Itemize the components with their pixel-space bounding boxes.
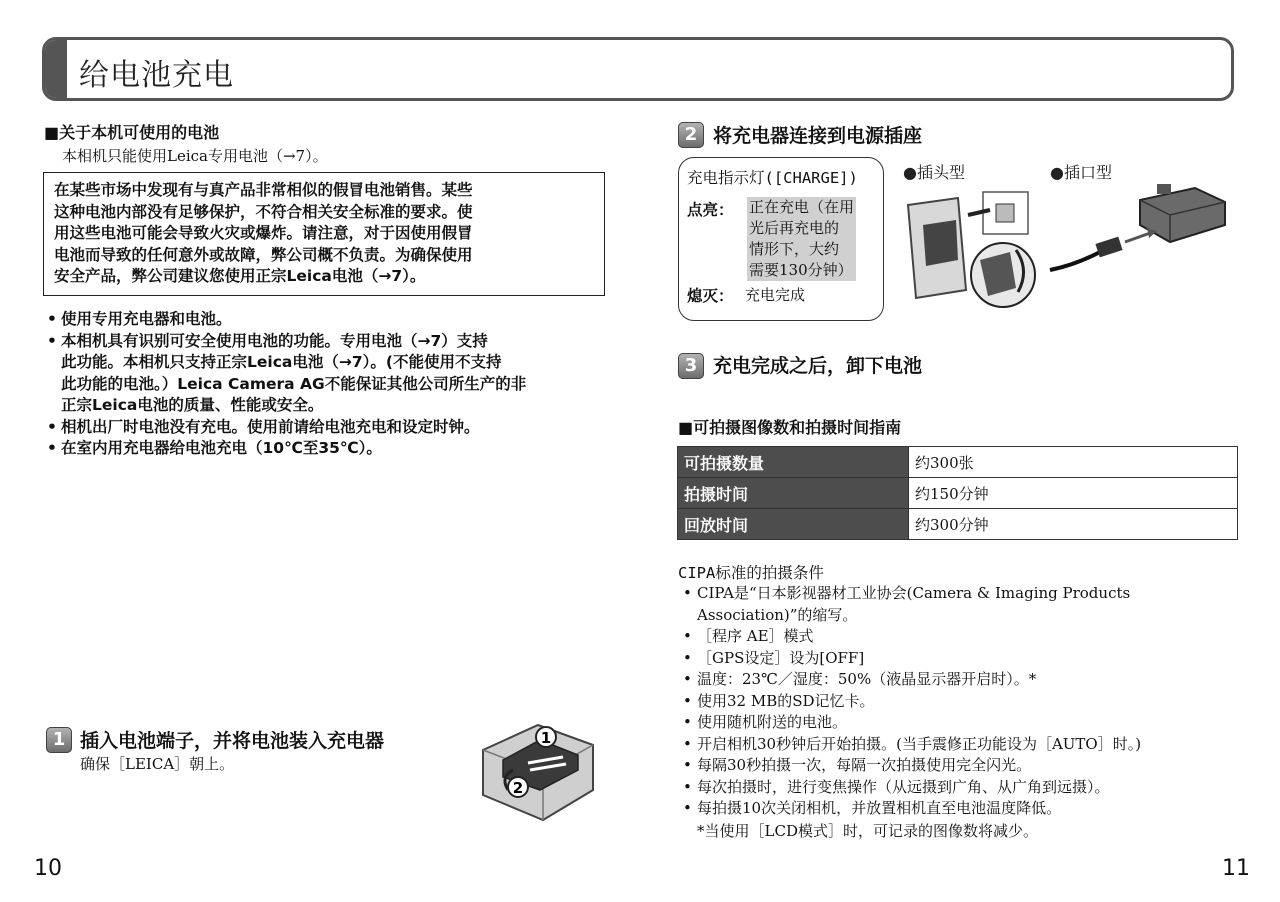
cipa-item: • 开启相机30秒钟后开始拍摄。(当手震修正功能设为［AUTO］时。) (683, 734, 1243, 756)
table-value-cell: 约300分钟 (909, 509, 1238, 540)
step-3-badge: 3 (678, 353, 704, 379)
table-header-cell: 可拍摄数量 (678, 447, 909, 478)
table-value-cell: 约150分钟 (909, 478, 1238, 509)
title-banner (42, 37, 1234, 101)
warning-line: 这种电池内部没有足够保护，不符合相关安全标准的要求。使 (54, 202, 473, 221)
cipa-item: • 每隔30秒拍摄一次，每隔一次拍摄使用完全闪光。 (683, 755, 1243, 777)
table-row (678, 509, 1238, 540)
warning-line: 用这些电池可能会导致火灾或爆炸。请注意，对于因使用假冒 (54, 224, 473, 242)
step-3-title: 充电完成之后，卸下电池 (713, 355, 923, 377)
page-number-right: 11 (1222, 856, 1250, 881)
page-title: 给电池充电 (79, 58, 234, 93)
warning-line: 在某些市场中发现有与真产品非常相似的假冒电池销售。某些 (54, 181, 473, 199)
callout-2 (508, 777, 528, 797)
cipa-conditions-list (683, 583, 1243, 820)
inlet-type-charger-illustration (1045, 180, 1230, 280)
bullet-item: • 使用专用充电器和电池。 (47, 309, 617, 331)
cipa-item: • CIPA是“日本影视器材工业协会(Camera & Imaging Products Association)”的缩写。 (683, 583, 1243, 626)
table-header-cell: 拍摄时间 (678, 478, 909, 509)
battery-intro: 本相机只能使用Leica专用电池（→7）。 (62, 147, 328, 165)
callout-1 (536, 727, 556, 747)
off-label: 熄灭： (687, 287, 734, 305)
cipa-item: • 使用随机附送的电池。 (683, 712, 1243, 734)
lit-label: 点亮： (687, 201, 734, 219)
shots-guide-table (677, 446, 1238, 540)
warning-line: 电池而导致的任何意外或故障，弊公司概不负责。为确保使用 (54, 245, 473, 264)
svg-text:2: 2 (512, 779, 524, 797)
counterfeit-warning-box (43, 172, 605, 296)
cipa-item: • 温度：23℃／湿度：50%（液晶显示器开启时）。* (683, 669, 1243, 691)
cipa-item: • 每次拍摄时，进行变焦操作（从远摄到广角、从广角到远摄）。 (683, 777, 1243, 799)
step-2-title: 将充电器连接到电源插座 (713, 125, 923, 147)
cipa-item: • 每拍摄10次关闭相机，并放置相机直至电池温度降低。 (683, 798, 1243, 820)
page-number-left: 10 (34, 856, 62, 881)
cipa-item: • 使用32 MB的SD记忆卡。 (683, 691, 1243, 713)
bullet-item: • 相机出厂时电池没有充电。使用前请给电池充电和设定时钟。 (47, 417, 617, 439)
step-1-badge: 1 (46, 727, 72, 753)
step-1-desc: 确保［LEICA］朝上。 (80, 755, 235, 773)
plug-type-label: ●插头型 (903, 163, 965, 182)
lit-description: 正在充电（在用 光后再充电的 情形下，大约 需要130分钟） (749, 198, 855, 279)
battery-section-heading: ■关于本机可使用的电池 (44, 123, 220, 142)
cipa-item: • ［GPS设定］设为[OFF] (683, 648, 1243, 670)
step-1-title: 插入电池端子，并将电池装入充电器 (80, 730, 385, 752)
bullet-item: • 在室内用充电器给电池充电（10℃至35℃）。 (47, 438, 617, 460)
charger-insert-illustration (478, 715, 603, 825)
cipa-heading: CIPA标准的拍摄条件 (678, 564, 824, 582)
cipa-footnote: *当使用［LCD模式］时，可记录的图像数将减少。 (697, 822, 1038, 840)
battery-bullet-list (47, 309, 617, 460)
table-header-cell: 回放时间 (678, 509, 909, 540)
step-2-badge: 2 (678, 122, 704, 148)
warning-line: 安全产品，弊公司建议您使用正宗Leica电池（→7）。 (54, 267, 426, 285)
table-row (678, 447, 1238, 478)
table-row (678, 478, 1238, 509)
charge-indicator-heading: 充电指示灯([CHARGE]) (687, 169, 858, 187)
plug-type-charger-illustration (898, 180, 1038, 315)
shots-guide-heading: ■可拍摄图像数和拍摄时间指南 (678, 418, 902, 437)
off-description: 充电完成 (745, 286, 806, 304)
title-banner-tab (45, 40, 67, 98)
charge-indicator-box (678, 157, 884, 321)
cipa-item: • ［程序 AE］模式 (683, 626, 1243, 648)
svg-text:1: 1 (540, 729, 552, 747)
bullet-item: • 本相机具有识别可安全使用电池的功能。专用电池（→7）支持 此功能。本相机只支持正宗Leica电池（→7）。(不能使用不支持 此功能的电池。）Leica Camera AG不能保证其他公司所生产的非 正宗Leica电池的质量、性能或安全。 (47, 331, 617, 417)
inlet-type-label: ●插口型 (1050, 163, 1112, 182)
table-value-cell: 约300张 (909, 447, 1238, 478)
